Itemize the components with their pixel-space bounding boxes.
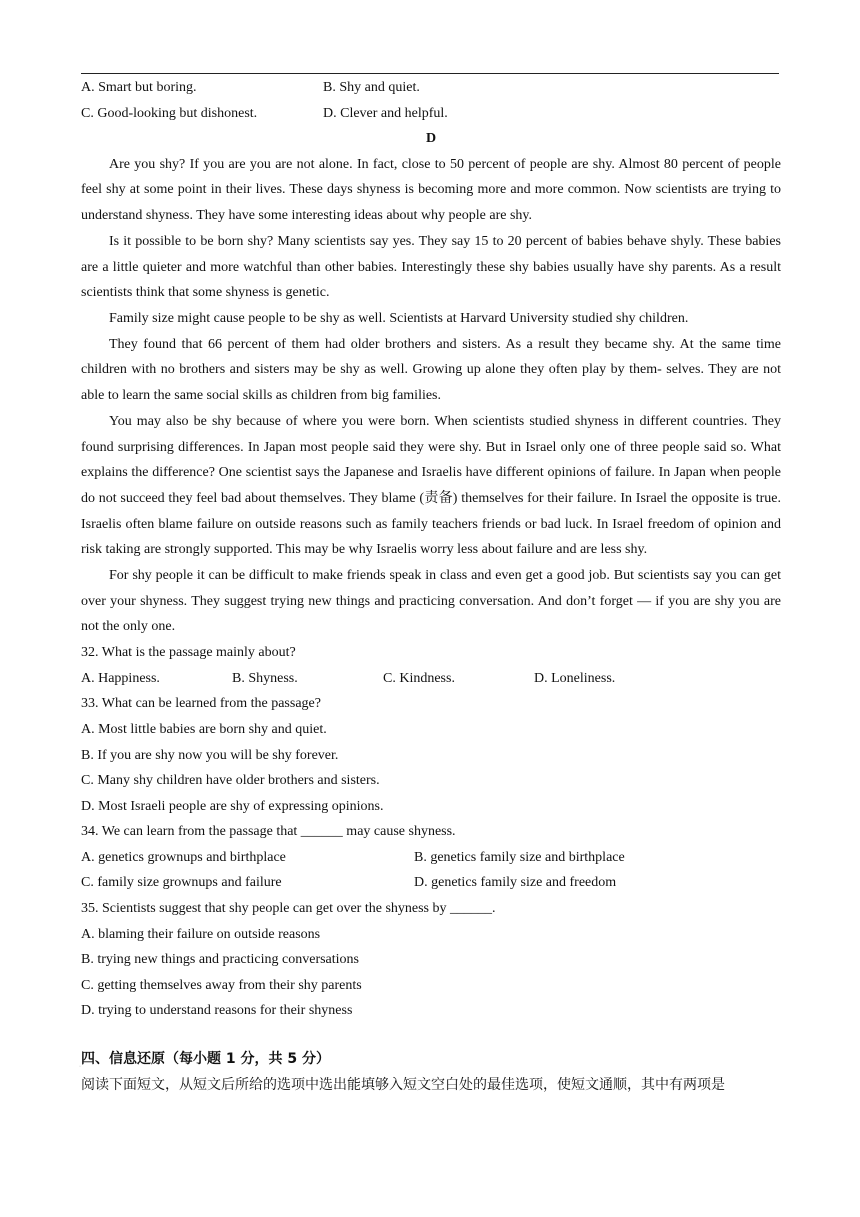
top-rule (81, 73, 779, 74)
question-35-stem: 35. Scientists suggest that shy people can get over the shyness by ______. (81, 901, 496, 917)
question-32-options (81, 666, 781, 692)
q32-option-b: B. Shyness. (232, 670, 298, 686)
passage-paragraph-4: They found that 66 percent of them had older brothers and sisters. As a result they became shy. At the same time children with no brothers and sisters may be shy as well. Growing up alone they often play by them- selves. They are not able to learn the same social skills as children from big families. (81, 336, 781, 404)
q35-option-a: A. blaming their failure on outside reasons (81, 926, 321, 942)
q34-option-a: A. genetics grownups and birthplace (81, 849, 286, 865)
q35-option-c: C. getting themselves away from their shy parents (81, 977, 362, 993)
passage-paragraph-3: Family size might cause people to be shy as well. Scientists at Harvard University studied shy children. (109, 311, 689, 326)
section-gap (81, 1024, 781, 1046)
prev-question-options-row1 (81, 75, 781, 101)
q33-option-c: C. Many shy children have older brothers and sisters. (81, 773, 380, 789)
passage-paragraph-1: Are you shy? If you are you are not alone. In fact, close to 50 percent of people are shy. Almost 80 percent of people feel shy at some point in their lives. These days shyness is becoming more and more common. Now scientists are trying to understand shyness. They have some interesting ideas about why people are shy. (81, 156, 781, 224)
question-33-stem: 33. What can be learned from the passage? (81, 696, 321, 712)
option-d: D. Clever and helpful. (323, 105, 448, 121)
question-34-stem: 34. We can learn from the passage that ______ may cause shyness. (81, 824, 456, 840)
q32-option-d: D. Loneliness. (534, 670, 616, 686)
q32-option-a: A. Happiness. (81, 670, 160, 686)
question-34-options-row1 (81, 845, 781, 871)
passage-paragraph-6: For shy people it can be difficult to make friends speak in class and even get a good job. But scientists say you can get over your shyness. They suggest trying new things and practicing conversation. And don’t forget — if you are shy you are not the only one. (81, 568, 781, 635)
q33-option-a: A. Most little babies are born shy and quiet. (81, 721, 327, 737)
question-34-options-row2 (81, 870, 781, 896)
stray-mark: · (79, 1064, 81, 1070)
question-32-stem: 32. What is the passage mainly about? (81, 645, 296, 661)
option-c: C. Good-looking but dishonest. (81, 105, 258, 121)
section-title: D (425, 131, 437, 147)
option-b: B. Shy and quiet. (323, 80, 420, 95)
next-section-instruction: 阅读下面短文，从短文后所给的选项中选出能填够入短文空白处的最佳选项，使短文通顺，其中有两项是 (81, 1077, 725, 1094)
q35-option-d: D. trying to understand reasons for their shyness (81, 1003, 353, 1019)
q35-option-b: B. trying new things and practicing conversations (81, 952, 359, 968)
q34-option-b: B. genetics family size and birthplace (414, 849, 625, 865)
q33-option-d: D. Most Israeli people are shy of expressing opinions. (81, 798, 384, 814)
option-a: A. Smart but boring. (81, 80, 197, 95)
q34-option-d: D. genetics family size and freedom (414, 875, 617, 891)
passage-paragraph-2: Is it possible to be born shy? Many scientists say yes. They say 15 to 20 percent of babies behave shyly. These babies are a little quieter and more watchful than other babies. Interestingly these shy babies usually have shy parents. As a result scientists think that some shyness is genetic. (81, 233, 781, 301)
prev-question-options-row2 (81, 101, 781, 127)
next-section-heading: 四、信息还原（每小题 1 分，共 5 分） (81, 1051, 330, 1068)
exam-page (81, 75, 781, 1098)
q33-option-b: B. If you are shy now you will be shy forever. (81, 747, 339, 763)
passage-paragraph-5: You may also be shy because of where you were born. When scientists studied shyness in different countries. They found surprising differences. In Japan most people said they were shy. But in Israel only one of three people said so. What explains the difference? One scientist says the Japanese and Israelis have different opinions of failure. In Japan when people do not succeed they feel bad about themselves. They blame (责备) themselves for their failure. In Israel the opposite is true. Israelis often blame failure on outside reasons such as family teachers friends or bad luck. In Israel freedom of opinion and risk taking are strongly supported. This may be why Israelis worry less about failure and are less shy. (81, 413, 781, 558)
q32-option-c: C. Kindness. (383, 670, 455, 686)
q34-option-c: C. family size grownups and failure (81, 875, 282, 891)
